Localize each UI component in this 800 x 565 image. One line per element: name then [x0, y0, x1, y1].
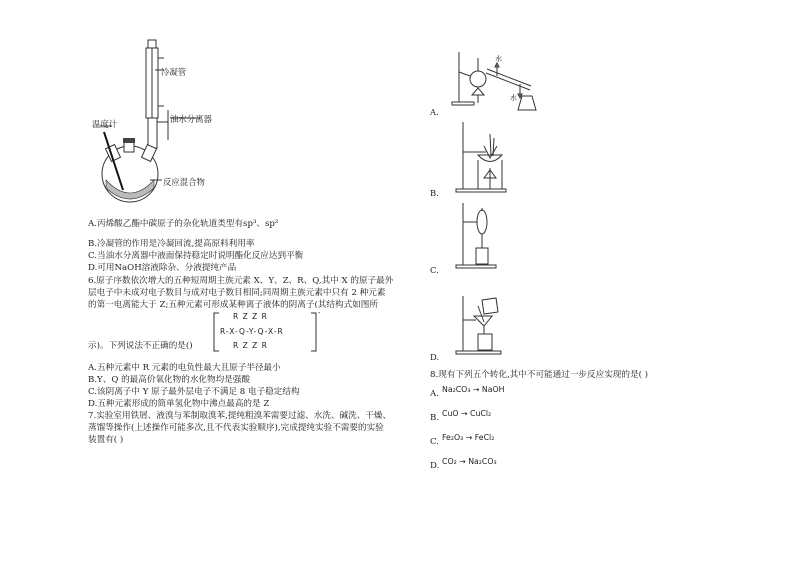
q8-option-a-letter: A. [430, 389, 439, 399]
q5-option-b: B.冷凝管的作用是冷凝回流,提高原料利用率 [88, 239, 255, 249]
apparatus-b-label: B. [430, 188, 439, 198]
q6-option-c: C.该阴离子中 Y 原子最外层电子不满足 8 电子稳定结构 [88, 387, 300, 397]
q6-stem-line4: 示)。下列说法不正确的是() [88, 341, 193, 351]
q8-option-c: Fe₂O₃ → FeCl₂ [442, 433, 495, 442]
mixture-label: 反应混合物 [163, 177, 205, 187]
thermometer-label: 温度计 [92, 119, 118, 129]
apparatus-a-label: A. [430, 107, 439, 117]
q8-option-c-letter: C. [430, 437, 440, 447]
formula-charge: - [318, 309, 321, 317]
formula-bottom-row: R Z Z R [233, 341, 268, 350]
q8-option-b-letter: B. [430, 413, 440, 423]
water-inlet-label: 水 [495, 55, 502, 63]
q7-stem-line2: 蒸馏等操作(上述操作可能多次,且不代表实验顺序),完成提纯实验不需要的实验 [88, 423, 384, 433]
q6-option-b: B.Y、Q 的最高价氧化物的水化物均是强酸 [88, 375, 250, 385]
water-outlet-label: 水 [510, 94, 517, 102]
q5-option-c: C.当油水分离器中液面保持稳定时说明酯化反应达到平衡 [88, 251, 304, 261]
formula-middle-row: R-X-Q-Y-Q-X-R [220, 327, 284, 336]
q6-stem-line2: 层电子中未成对电子数目与成对电子数目相同;同周期主族元素中只有 2 种元素 [88, 288, 386, 298]
q8-stem: 8.现有下列五个转化,其中不可能通过一步反应实现的是( ) [430, 370, 649, 380]
q8-option-a: Na₂CO₃ → NaOH [442, 385, 505, 394]
separator-label: 油水分离器 [170, 114, 212, 124]
q6-option-d: D.五种元素形成的简单氢化物中沸点最高的是 Z [88, 399, 270, 409]
q7-stem-line3: 装置有( ) [88, 435, 124, 445]
q6-stem-line1: 6.原子序数依次增大的五种短周期主族元素 X、Y、Z、R、Q,其中 X 的原子最外 [88, 276, 394, 286]
formula-top-row: R Z Z R [233, 312, 268, 321]
q8-option-b: CuO → CuCl₂ [442, 409, 492, 418]
q5-option-d: D.可用NaOH溶液除杂、分液提纯产品 [88, 263, 237, 273]
q6-option-a: A.五种元素中 R 元素的电负性最大且原子半径最小 [88, 363, 281, 373]
q8-option-d: CO₂ → Na₂CO₃ [442, 457, 497, 466]
apparatus-d-label: D. [430, 352, 440, 362]
q6-stem-line3: 的第一电离能大于 Z;五种元素可形成某种离子液体的阴离子(其结构式如图所 [88, 300, 378, 310]
condenser-label: 冷凝管 [161, 67, 187, 77]
q7-stem-line1: 7.实验室用铁屑、液溴与苯制取溴苯,提纯粗溴苯需要过滤、水洗、碱洗、干燥、 [88, 411, 392, 421]
apparatus-c-label: C. [430, 265, 439, 275]
q5-option-a: A.丙烯酸乙酯中碳原子的杂化轨道类型有sp³、sp² [88, 219, 279, 229]
q8-option-d-letter: D. [430, 461, 440, 471]
